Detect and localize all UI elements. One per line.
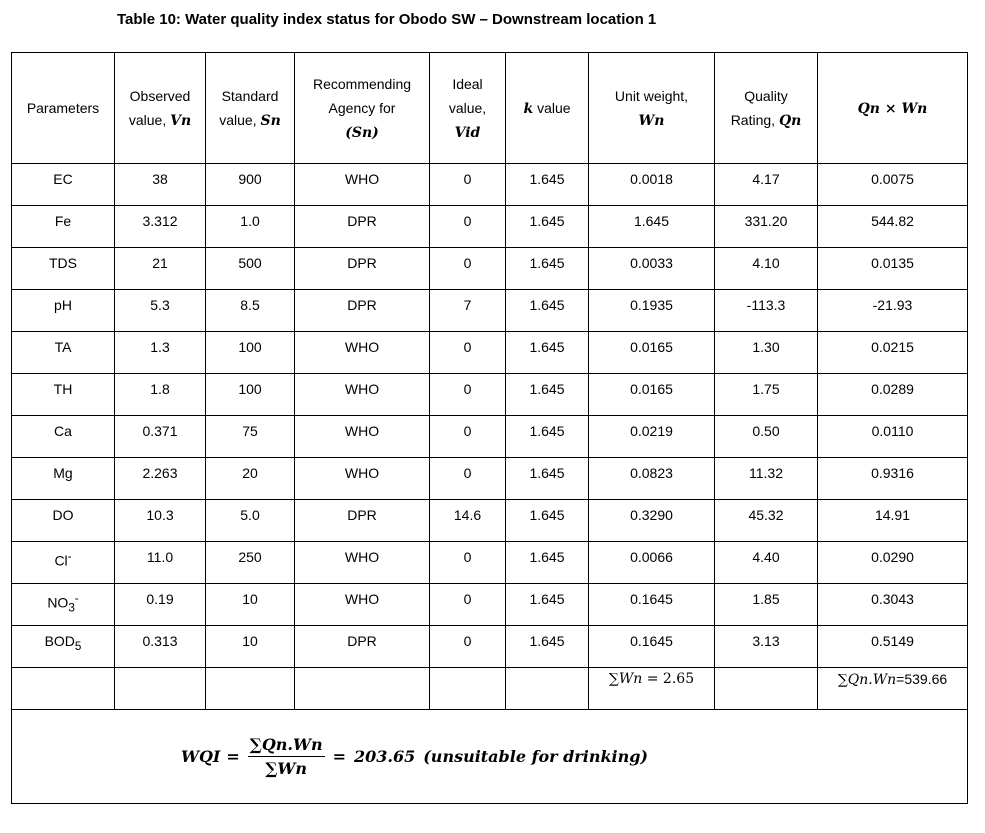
standard-cell: 20: [206, 458, 295, 500]
wn-cell: 1.645: [589, 206, 715, 248]
header-unit-weight: Unit weight, Wn: [589, 53, 715, 164]
water-quality-table: [11, 52, 968, 804]
standard-cell: 10: [206, 626, 295, 668]
observed-cell: 21: [115, 248, 206, 290]
agency-cell: WHO: [295, 458, 430, 500]
param-cell: $NO_3^-$: [12, 584, 115, 626]
observed-cell: 1.8: [115, 374, 206, 416]
observed-cell: 10.3: [115, 500, 206, 542]
table-row: [12, 248, 968, 290]
header-recommending-agency: Recommending Agency for (Sn): [295, 53, 430, 164]
k-cell: 1.645: [506, 416, 589, 458]
param-cell: EC: [12, 164, 115, 206]
ideal-cell: 0: [430, 206, 506, 248]
ideal-cell: 0: [430, 626, 506, 668]
wn-cell: 0.1645: [589, 584, 715, 626]
qn-cell: 331.20: [715, 206, 818, 248]
agency-cell: WHO: [295, 584, 430, 626]
sum-qnwn-value: =539.66: [896, 671, 948, 687]
formula-fraction: [248, 735, 325, 778]
standard-cell: 75: [206, 416, 295, 458]
observed-cell: 1.3: [115, 332, 206, 374]
standard-cell: 5.0: [206, 500, 295, 542]
k-cell: 1.645: [506, 164, 589, 206]
qnwn-cell: 0.0289: [818, 374, 968, 416]
qnwn-cell: 0.0215: [818, 332, 968, 374]
standard-cell: 8.5: [206, 290, 295, 332]
table-row: [12, 416, 968, 458]
formula-equals-1: =: [226, 747, 240, 766]
empty-cell: [12, 668, 115, 710]
agency-cell: WHO: [295, 416, 430, 458]
k-cell: 1.645: [506, 584, 589, 626]
agency-cell: WHO: [295, 374, 430, 416]
qn-cell: 1.75: [715, 374, 818, 416]
standard-cell: 100: [206, 374, 295, 416]
header-row: [12, 53, 968, 164]
agency-cell: WHO: [295, 332, 430, 374]
formula-row: [12, 710, 968, 804]
sum-wn-symbol: ∑Wn: [608, 671, 643, 687]
header-qn-times-wn: Qn × Wn: [818, 53, 968, 164]
ideal-cell: 0: [430, 584, 506, 626]
header-observed-value: Observed value, Vn: [115, 53, 206, 164]
qn-cell: 4.17: [715, 164, 818, 206]
param-cell: Ca: [12, 416, 115, 458]
table-caption: Table 10: Water quality index status for Obodo SW – Downstream location 1: [117, 11, 657, 28]
empty-cell: [430, 668, 506, 710]
table-row: [12, 164, 968, 206]
k-cell: 1.645: [506, 290, 589, 332]
standard-cell: 100: [206, 332, 295, 374]
qn-cell: 0.50: [715, 416, 818, 458]
qnwn-cell: 0.0110: [818, 416, 968, 458]
header-k-value: k value: [506, 53, 589, 164]
standard-cell: 10: [206, 584, 295, 626]
wn-cell: 0.0165: [589, 332, 715, 374]
k-cell: 1.645: [506, 332, 589, 374]
formula-numerator: ∑Qn.Wn: [248, 735, 325, 757]
param-cell: $BOD_5$: [12, 626, 115, 668]
ideal-cell: 0: [430, 248, 506, 290]
observed-cell: 3.312: [115, 206, 206, 248]
ideal-cell: 0: [430, 458, 506, 500]
agency-cell: DPR: [295, 626, 430, 668]
wn-cell: 0.0219: [589, 416, 715, 458]
agency-cell: DPR: [295, 248, 430, 290]
table-row: [12, 458, 968, 500]
qn-cell: -113.3: [715, 290, 818, 332]
wn-cell: 0.0018: [589, 164, 715, 206]
empty-cell: [206, 668, 295, 710]
observed-cell: 0.19: [115, 584, 206, 626]
k-cell: 1.645: [506, 374, 589, 416]
qnwn-cell: 0.5149: [818, 626, 968, 668]
agency-cell: DPR: [295, 290, 430, 332]
standard-cell: 250: [206, 542, 295, 584]
sum-wn-cell: [589, 668, 715, 710]
agency-cell: DPR: [295, 500, 430, 542]
standard-cell: 500: [206, 248, 295, 290]
param-cell: Fe: [12, 206, 115, 248]
formula-equals-2: =: [332, 747, 346, 766]
table-row: [12, 626, 968, 668]
observed-cell: 38: [115, 164, 206, 206]
qnwn-cell: 14.91: [818, 500, 968, 542]
wn-cell: 0.1645: [589, 626, 715, 668]
observed-cell: 11.0: [115, 542, 206, 584]
k-cell: 1.645: [506, 458, 589, 500]
qn-cell: 4.40: [715, 542, 818, 584]
wn-cell: 0.3290: [589, 500, 715, 542]
param-cell: DO: [12, 500, 115, 542]
formula-denominator: ∑Wn: [265, 759, 308, 778]
qnwn-cell: 0.0075: [818, 164, 968, 206]
qn-cell: 45.32: [715, 500, 818, 542]
param-cell: pH: [12, 290, 115, 332]
wn-cell: 0.1935: [589, 290, 715, 332]
ideal-cell: 0: [430, 374, 506, 416]
k-cell: 1.645: [506, 626, 589, 668]
qnwn-cell: 0.3043: [818, 584, 968, 626]
observed-cell: 0.313: [115, 626, 206, 668]
qnwn-cell: -21.93: [818, 290, 968, 332]
agency-cell: WHO: [295, 164, 430, 206]
table-row: [12, 374, 968, 416]
sum-qnwn-symbol: ∑Qn.Wn: [837, 672, 897, 688]
ideal-cell: 0: [430, 542, 506, 584]
header-parameters: Parameters: [12, 53, 115, 164]
standard-cell: 900: [206, 164, 295, 206]
wn-cell: 0.0066: [589, 542, 715, 584]
observed-cell: 2.263: [115, 458, 206, 500]
table-row: [12, 584, 968, 626]
param-cell: TH: [12, 374, 115, 416]
standard-cell: 1.0: [206, 206, 295, 248]
table-row: [12, 206, 968, 248]
k-cell: 1.645: [506, 206, 589, 248]
qn-cell: 1.85: [715, 584, 818, 626]
param-cell: TA: [12, 332, 115, 374]
sum-row: [12, 668, 968, 710]
qn-cell: 11.32: [715, 458, 818, 500]
qnwn-cell: 0.0135: [818, 248, 968, 290]
header-ideal-value: Ideal value, Vid: [430, 53, 506, 164]
empty-cell: [506, 668, 589, 710]
ideal-cell: 14.6: [430, 500, 506, 542]
param-cell: Mg: [12, 458, 115, 500]
agency-cell: DPR: [295, 206, 430, 248]
qn-cell: 3.13: [715, 626, 818, 668]
sum-wn-value: = 2.65: [642, 671, 695, 687]
table-row: [12, 290, 968, 332]
ideal-cell: 0: [430, 332, 506, 374]
formula-value: 203.65: [354, 747, 416, 766]
qnwn-cell: 0.0290: [818, 542, 968, 584]
k-cell: 1.645: [506, 542, 589, 584]
empty-cell: [715, 668, 818, 710]
ideal-cell: 0: [430, 164, 506, 206]
table-row: [12, 542, 968, 584]
sum-qnwn-cell: [818, 668, 968, 710]
observed-cell: 0.371: [115, 416, 206, 458]
qnwn-cell: 544.82: [818, 206, 968, 248]
formula-note: (unsuitable for drinking): [423, 747, 648, 766]
param-cell: Cl-: [12, 542, 115, 584]
wn-cell: 0.0165: [589, 374, 715, 416]
ideal-cell: 0: [430, 416, 506, 458]
ideal-cell: 7: [430, 290, 506, 332]
empty-cell: [115, 668, 206, 710]
observed-cell: 5.3: [115, 290, 206, 332]
qn-cell: 4.10: [715, 248, 818, 290]
qnwn-cell: 0.9316: [818, 458, 968, 500]
wn-cell: 0.0033: [589, 248, 715, 290]
wqi-formula-cell: [12, 710, 968, 804]
formula-lhs: WQI: [181, 747, 221, 766]
qn-cell: 1.30: [715, 332, 818, 374]
k-cell: 1.645: [506, 248, 589, 290]
agency-cell: WHO: [295, 542, 430, 584]
table-body: [12, 164, 968, 804]
k-cell: 1.645: [506, 500, 589, 542]
wn-cell: 0.0823: [589, 458, 715, 500]
param-cell: TDS: [12, 248, 115, 290]
table-row: [12, 500, 968, 542]
table-row: [12, 332, 968, 374]
empty-cell: [295, 668, 430, 710]
wqi-formula: [181, 735, 648, 778]
header-quality-rating: Quality Rating, Qn: [715, 53, 818, 164]
header-standard-value: Standard value, Sn: [206, 53, 295, 164]
